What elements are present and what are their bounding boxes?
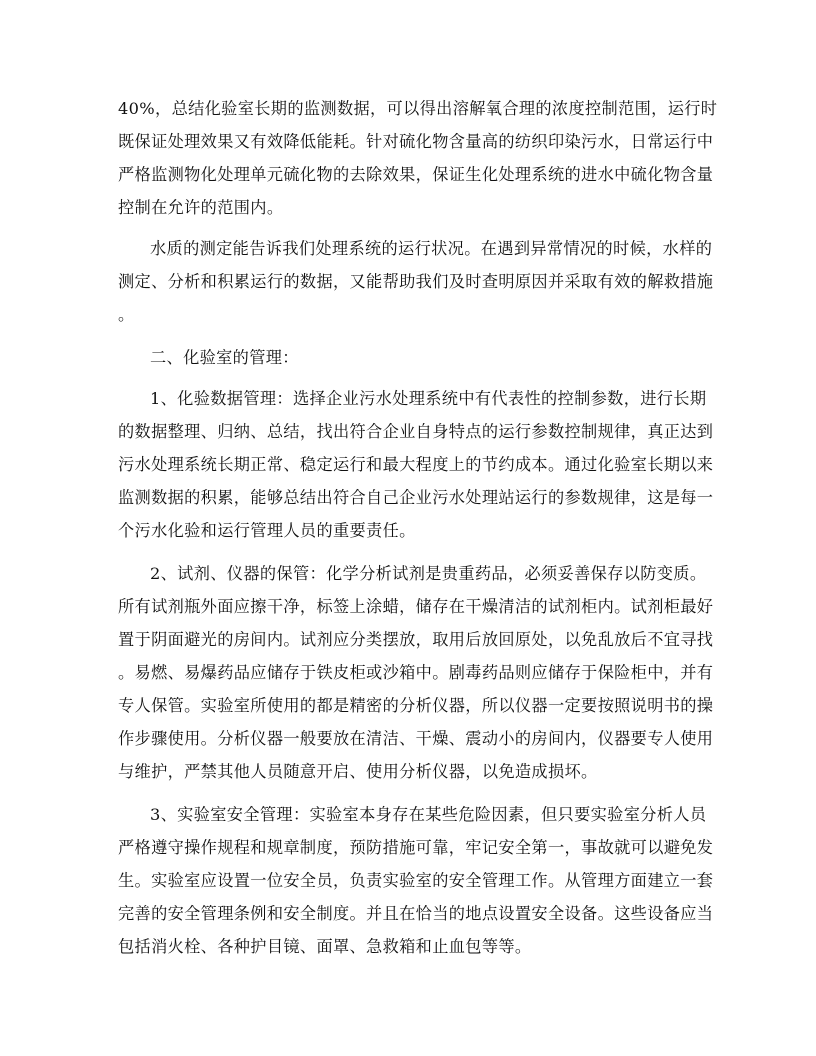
text-line: 与维护，严禁其他人员随意开启、使用分析仪器，以免造成损坏。 [118, 762, 598, 781]
text-line: 个污水化验和运行管理人员的重要责任。 [118, 521, 416, 540]
text-line: 完善的安全管理条例和安全制度。并且在恰当的地点设置安全设备。这些设备应当 [118, 904, 714, 923]
text-line: 1、化验数据管理：选择企业污水处理系统中有代表性的控制参数，进行长期 [150, 389, 707, 408]
text-line: 水质的测定能告诉我们处理系统的运行状况。在遇到异常情况的时候，水样的 [150, 239, 713, 258]
text-line: 。易燃、易爆药品应储存于铁皮柜或沙箱中。剧毒药品则应储存于保险柜中，并有 [118, 663, 714, 682]
section-heading-lab-management [118, 341, 700, 374]
text-line: 监测数据的积累，能够总结出符合自己企业污水处理站运行的参数规律，这是每一 [118, 488, 714, 507]
text-line: 3、实验室安全管理：实验室本身存在某些危险因素，但只要实验室分析人员 [150, 805, 707, 824]
text-line: 生。实验室应设置一位安全员，负责实验室的安全管理工作。从管理方面建立一套 [118, 871, 714, 890]
paragraph-water-quality [118, 232, 714, 331]
paragraph-reagent-storage [118, 557, 714, 788]
text-line: 所有试剂瓶外面应擦干净，标签上涂蜡，储存在干燥清洁的试剂柜内。试剂柜最好 [118, 597, 714, 616]
text-line: 污水处理系统长期正常、稳定运行和最大程度上的节约成本。通过化验室长期以来 [118, 455, 714, 474]
text-line: 的数据整理、归纳、总结，找出符合企业自身特点的运行参数控制规律，真正达到 [118, 422, 714, 441]
text-line: 。 [118, 305, 135, 324]
text-line: 40%，总结化验室长期的监测数据，可以得出溶解氧合理的浓度控制范围，运行时 [118, 99, 718, 118]
paragraph-lab-safety [118, 798, 714, 963]
text-line: 包括消火栓、各种护目镜、面罩、急救箱和止血包等等。 [118, 937, 532, 956]
text-line: 严格遵守操作规程和规章制度，预防措施可靠，牢记安全第一，事故就可以避免发 [118, 838, 714, 857]
paragraph-data-management [118, 382, 714, 547]
paragraph-oxygen-control [118, 92, 718, 224]
section-heading-text: 二、化验室的管理： [150, 348, 299, 367]
document-body [118, 92, 718, 973]
text-line: 2、试剂、仪器的保管：化学分析试剂是贵重药品，必须妥善保存以防变质。 [150, 564, 707, 583]
text-line: 作步骤使用。分析仪器一般要放在清洁、干燥、震动小的房间内，仪器要专人使用 [118, 729, 714, 748]
text-line: 测定、分析和积累运行的数据，又能帮助我们及时查明原因并采取有效的解救措施 [118, 272, 714, 291]
text-line: 控制在允许的范围内。 [118, 198, 284, 217]
text-line: 严格监测物化处理单元硫化物的去除效果，保证生化处理系统的进水中硫化物含量 [118, 165, 714, 184]
text-line: 专人保管。实验室所使用的都是精密的分析仪器，所以仪器一定要按照说明书的操 [118, 696, 714, 715]
text-line: 置于阴面避光的房间内。试剂应分类摆放，取用后放回原处，以免乱放后不宜寻找 [118, 630, 714, 649]
text-line: 既保证处理效果又有效降低能耗。针对硫化物含量高的纺织印染污水，日常运行中 [118, 132, 714, 151]
